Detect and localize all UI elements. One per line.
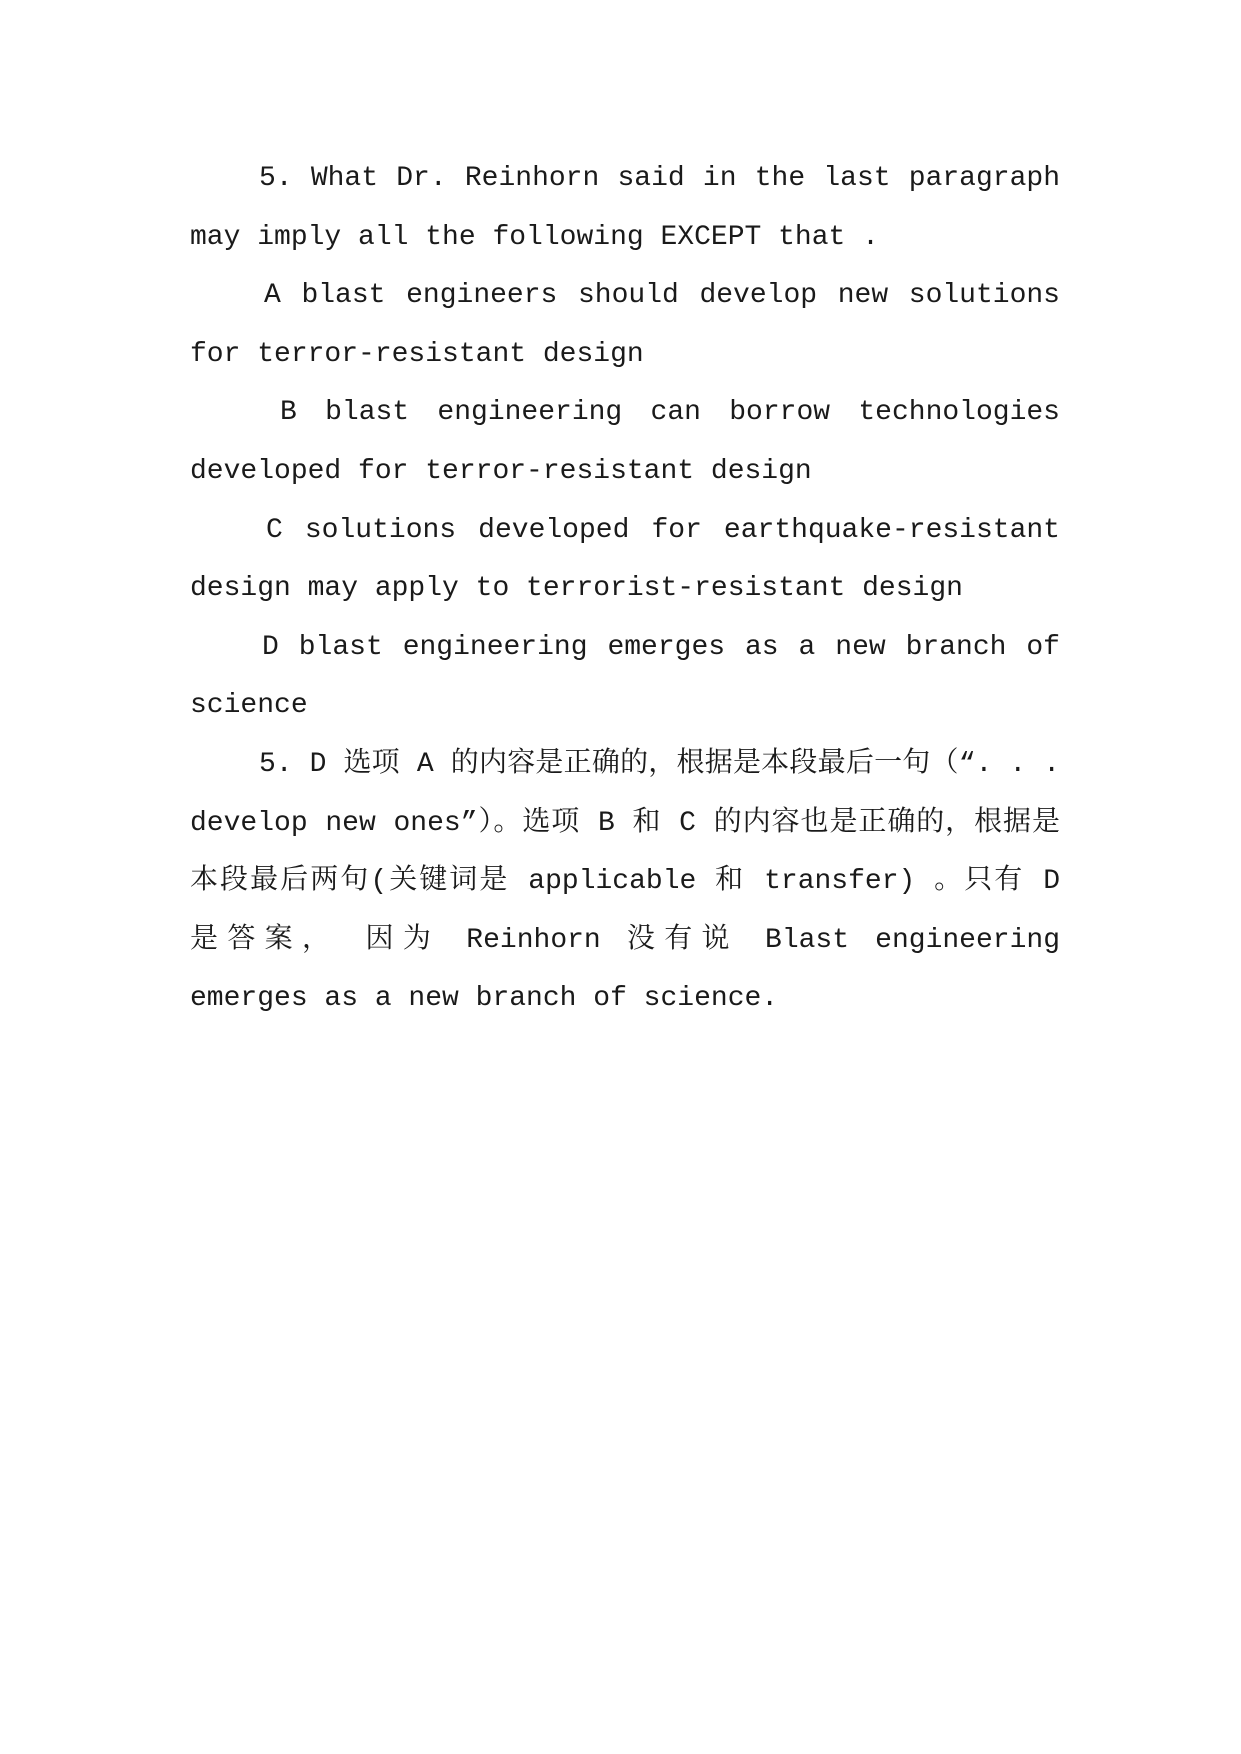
option-b: B blast engineering can borrow technologies developed for terror-resistant design: [190, 397, 1060, 487]
option-d: D blast engineering emerges as a new branch of science: [190, 631, 1060, 722]
option-a: A blast engineers should develop new solutions for terror-resistant design: [190, 280, 1060, 370]
document-body: [190, 150, 1060, 1029]
answer-explanation: 5. D 选项 A 的内容是正确的，根据是本段最后一句（“. . . develop new ones”）。选项 B 和 C 的内容也是正确的，根据是本段最后两句(关键词是 applicable 和 transfer) 。只有 D 是答案， 因为 Reinhorn 没有说 Blast engineering emerges as a new branch of science.: [190, 748, 1060, 1015]
question-stem: 5. What Dr. Reinhorn said in the last paragraph may imply all the following EXCEPT that .: [190, 163, 1060, 253]
option-c: C solutions developed for earthquake-resistant design may apply to terrorist-resistant design: [190, 514, 1060, 605]
